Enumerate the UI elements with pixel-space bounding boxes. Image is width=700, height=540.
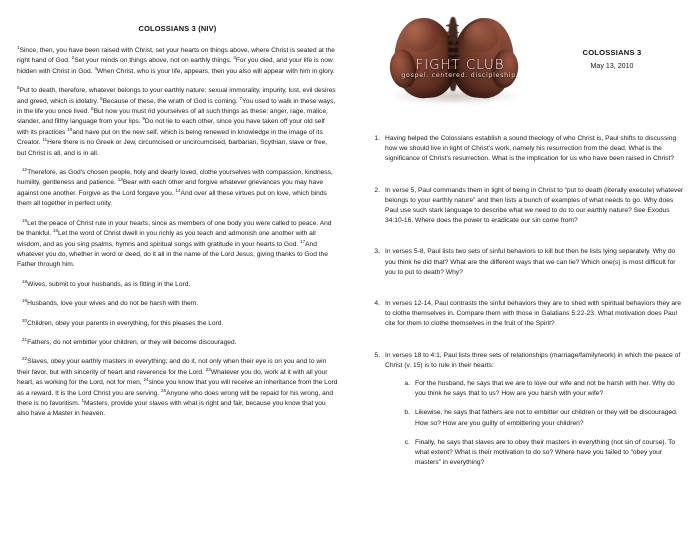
question-subitem <box>385 408 684 428</box>
verse-number: 20 <box>22 317 28 323</box>
scripture-paragraph <box>17 168 338 210</box>
scripture-paragraph <box>17 357 338 419</box>
scripture-paragraph <box>17 338 338 348</box>
scripture-paragraph <box>17 86 338 159</box>
page-title: COLOSSIANS 3 <box>582 48 642 57</box>
verse-text: Husbands, love your wives and do not be harsh with them. <box>27 300 199 308</box>
verse-text: Masters, provide your slaves with what is right and fair, because you know that you also have a Master in heaven. <box>17 399 326 418</box>
verse-number: 23 <box>205 366 211 372</box>
question-text: In verses 18 to 4:1, Paul lists three sets of relationships (marriage/family/work) in which the peace of Christ (v. 15) is to rule in their hearts: <box>385 351 681 369</box>
verse-number: 6 <box>100 95 103 101</box>
verse-text: Set your minds on things above, not on earthly things. <box>74 57 234 65</box>
question-number: 3. <box>374 248 380 256</box>
verse-text: and have put on the new self, which is being renewed in knowledge in the image of its Creator. <box>17 128 323 147</box>
verse-number: 7 <box>239 95 242 101</box>
verse-text: You used to walk in these ways, in the life you once lived. <box>17 97 336 116</box>
question-item <box>370 186 684 227</box>
verse-number: 17 <box>300 238 306 244</box>
study-guide-column <box>350 0 700 540</box>
verse-text: Let the peace of Christ rule in your hearts, since as members of one body you were called to peace. And be thankful. <box>17 219 332 238</box>
verse-text: Anyone who does wrong will be repaid for his wrong, and there is no favoritism. <box>17 389 333 407</box>
verse-number: 21 <box>22 336 28 342</box>
question-number: 4. <box>374 300 380 308</box>
verse-text: Therefore, as God's chosen people, holy and dearly loved, clothe yourselves with compassion, kindness, humility, gentleness and patience. <box>17 169 333 187</box>
question-body <box>385 351 684 469</box>
artwork-title: FIGHT CLUB <box>415 57 505 73</box>
study-guide-header <box>370 14 684 118</box>
verse-number: 9 <box>142 116 145 122</box>
verse-text: Since, then, you have been raised with Christ, set your hearts on things above, where Christ is seated at the right hand of God. <box>17 47 335 65</box>
verse-number: 1 <box>17 45 20 50</box>
question-item <box>370 351 684 469</box>
scripture-paragraph <box>17 280 338 290</box>
glove-knuckle-right <box>464 22 498 52</box>
verse-number: 5 <box>17 85 20 91</box>
subitem-text: For the husband, he says that we are to love our wife and not be harsh with her. Why do you think he says that to us? How are you harsh with your wife? <box>415 380 675 398</box>
question-sublist <box>385 379 684 468</box>
verse-text: And over all these virtues put on love, which binds them all together in perfect unity. <box>17 189 327 208</box>
verse-number: 15 <box>22 217 28 223</box>
verse-number: 8 <box>91 106 94 112</box>
verse-text: Let the word of Christ dwell in you richly as you teach and admonish one another with all wisdom, and as you sing psalms, hymns and spiritual songs with gratitude in your hearts to God. <box>17 230 316 248</box>
scripture-paragraph <box>17 219 338 271</box>
subitem-text: Finally, he says that slaves are to obey their masters in everything (not sin of course). To what extent? What is their motivation to do so? Where have you failed to “obey your masters” in everything? <box>415 438 676 467</box>
header-text-block <box>534 14 684 70</box>
verse-number: 3 <box>233 55 236 61</box>
verse-number: 12 <box>22 167 28 173</box>
subitem-letter: c. <box>404 438 410 446</box>
verse-text: Bear with each other and forgive whatever grievances you may have against one another. Forgive as the Lord forgave you. <box>17 179 324 197</box>
verse-text: Whatever you do, work at it with all your heart, as working for the Lord, not for men, <box>17 368 328 387</box>
boxing-gloves-icon <box>386 14 534 114</box>
verse-number: 4 <box>94 65 97 71</box>
verse-number: 16 <box>52 228 59 234</box>
verse-number: 24 <box>143 377 149 383</box>
verse-text: When Christ, who is your life, appears, then you also will appear with him in glory. <box>96 67 335 75</box>
verse-text: Slaves, obey your earthly masters in everything; and do it, not only when their eye is on you and to win their favor, but with sincerity of heart and reverence for the Lord. <box>17 358 327 376</box>
artwork-subtitle: gospel. centered. discipleship. <box>401 72 519 79</box>
scripture-heading: COLOSSIANS 3 (NIV) <box>138 24 217 33</box>
verse-text: Children, obey your parents in everything, for this pleases the Lord. <box>27 319 224 327</box>
question-text: In verse 5, Paul commands them in light of being in Christ to “put to death (literally execute) whatever belongs to your earthly nature” and then lists a bunch of examples of what needs to go. Why does Paul use such stark language to describe what we need to do to our earthly nature? See Exodus 34:10-16. Where does the power to eradicate our sin come from? <box>385 186 684 225</box>
question-item <box>370 247 684 278</box>
question-text: In verses 5-8, Paul lists two sets of sinful behaviors to kill but then he lists lying separately. Why do you think he did that? What are the different ways that we can lie? Which one(s) is most difficult for you to put to death? Why? <box>385 248 676 276</box>
verse-number: 25 <box>161 387 167 393</box>
question-list <box>370 134 684 468</box>
question-body <box>385 134 684 165</box>
question-number: 5. <box>374 351 380 359</box>
verse-number: 11 <box>42 137 48 143</box>
question-subitem <box>385 379 684 399</box>
scripture-paragraph <box>17 299 338 309</box>
glove-knuckle-left <box>404 22 438 52</box>
verse-number: 19 <box>22 298 28 304</box>
verse-number: 1 <box>81 397 85 403</box>
verse-text: Do not lie to each other, since you have taken off your old self with its practices <box>17 118 325 136</box>
verse-text: Because of these, the wrath of God is coming. <box>102 97 240 105</box>
verse-number: 10 <box>67 126 73 132</box>
question-body <box>385 247 684 278</box>
verse-text: Here there is no Greek or Jew, circumcised or uncircumcised, barbarian, Scythian, slave or free, but Christ is all, and is in all. <box>17 139 328 157</box>
verse-number: 13 <box>117 177 123 183</box>
verse-number: 22 <box>22 356 28 362</box>
verse-number: 14 <box>175 187 181 193</box>
verse-text: Wives, submit to your husbands, as is fitting in the Lord. <box>27 280 191 288</box>
page-date: May 13, 2010 <box>590 62 634 70</box>
question-text: Having helped the Colossians establish a sound theology of who Christ is, Paul shifts to discussing how we should live in light of Christ's work, namely his resurrection from the dead. What is the significance of Christ's resurrection. What is the implication for us who have been raised in Christ? <box>385 135 677 163</box>
scripture-paragraph <box>17 46 338 77</box>
verse-text: since you know that you will receive an inheritance from the Lord as a reward. It is the Lord Christ you are serving. <box>17 379 338 397</box>
question-body <box>385 186 684 227</box>
question-subitem <box>385 438 684 469</box>
scripture-paragraph <box>17 319 338 329</box>
verse-text: But now you must rid yourselves of all such things as these: anger, rage, malice, slander, and filthy language from your lips. <box>17 108 328 126</box>
question-text: In verses 12-14, Paul contrasts the sinful behaviors they are to shed with spiritual behaviors they are to clothe themselves in. Compare them with those in Galatians 5:22-23. What motivation does Paul cite for them to clothe themselves in the fruit of the Spirit? <box>385 300 681 328</box>
question-number: 2. <box>374 186 380 194</box>
subitem-text: Likewise, he says that fathers are not to embitter our children or they will be discouraged. How so? How are you guilty of embittering your children? <box>415 409 678 427</box>
verse-number: 2 <box>71 55 75 61</box>
subitem-letter: b. <box>404 409 410 417</box>
question-body <box>385 299 684 330</box>
verse-text: And whatever you do, whether in word or deed, do it all in the name of the Lord Jesus, giving thanks to God the Father through him. <box>17 240 328 269</box>
verse-text: Fathers, do not embitter your children, or they will become discouraged. <box>27 338 237 346</box>
verse-text: Put to death, therefore, whatever belongs to your earthly nature: sexual immorality, impurity, lust, evil desires and greed, which is idolatry. <box>17 87 336 105</box>
verse-number: 18 <box>22 278 28 284</box>
scripture-body <box>17 46 338 420</box>
verse-text: For you died, and your life is now hidden with Christ in God. <box>17 57 333 75</box>
question-item <box>370 299 684 330</box>
question-item <box>370 134 684 165</box>
question-number: 1. <box>374 135 380 142</box>
subitem-letter: a. <box>404 380 410 388</box>
